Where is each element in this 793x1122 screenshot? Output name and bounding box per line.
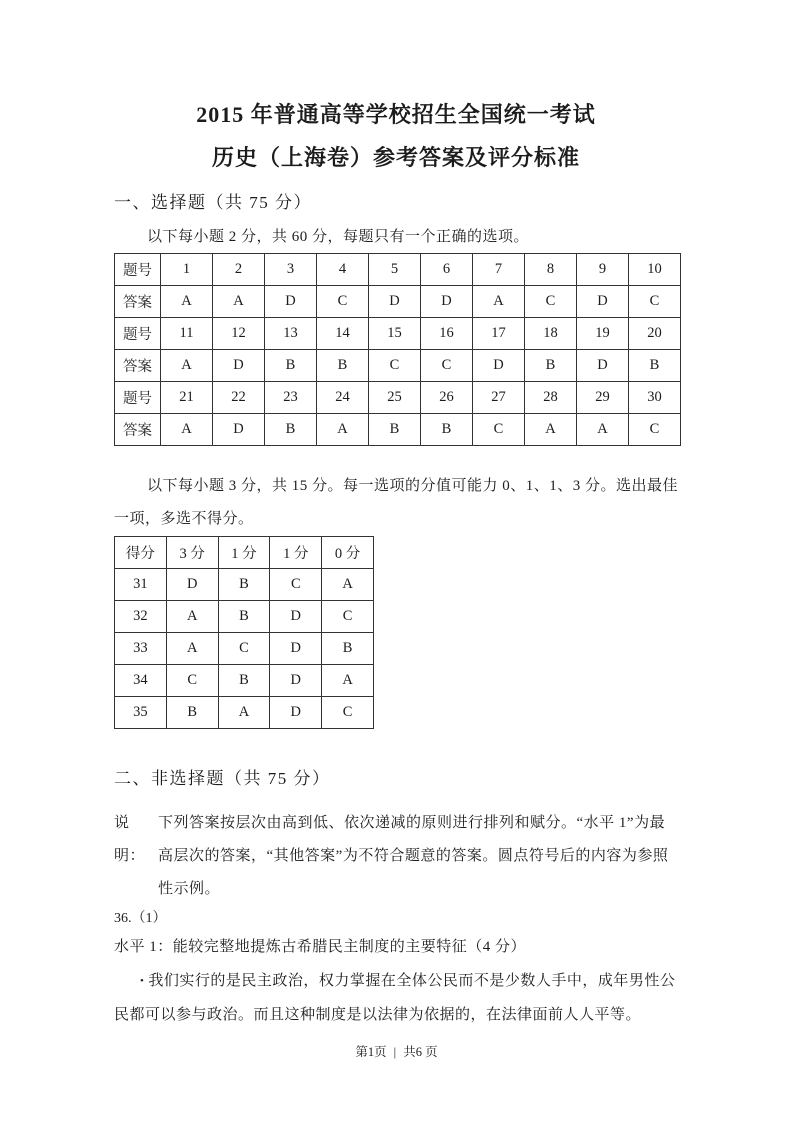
answer-cell: A (161, 286, 213, 318)
table-row (115, 382, 681, 414)
page-footer (0, 1042, 793, 1060)
answer-cell: C (166, 665, 218, 697)
question-number-cell: 17 (473, 318, 525, 350)
row-label-cell: 答案 (115, 350, 161, 382)
answer-cell: D (270, 601, 322, 633)
row-label-cell: 答案 (115, 414, 161, 446)
section2-heading: 二、非选择题（共 75 分） (114, 769, 331, 788)
total-pages: 共6 页 (403, 1045, 438, 1059)
table-row (115, 697, 374, 729)
answer-cell: C (369, 350, 421, 382)
table-row (115, 254, 681, 286)
row-label-cell: 答案 (115, 286, 161, 318)
answer-cell: C (473, 414, 525, 446)
question-number-cell: 1 (161, 254, 213, 286)
answer-cell: A (473, 286, 525, 318)
answer-cell: D (270, 633, 322, 665)
question-number-cell: 11 (161, 318, 213, 350)
table-row (115, 318, 681, 350)
answer-cell: D (577, 350, 629, 382)
sample-answer-text: 我们实行的是民主政治，权力掌握在全体公民而不是少数人手中，成年男性公民都可以参与政治。而且这种制度是以法律为依据的，在法律面前人人平等。 (114, 973, 676, 1023)
question-number-cell: 9 (577, 254, 629, 286)
question-number-cell: 14 (317, 318, 369, 350)
answer-cell: B (166, 697, 218, 729)
section1-intro2: 以下每小题 3 分，共 15 分。每一选项的分值可能力 0、1、1、3 分。选出最佳一项，多选不得分。 (114, 478, 679, 527)
question-number-cell: 33 (115, 633, 167, 665)
document-title-line1: 2015 年普通高等学校招生全国统一考试 (196, 102, 596, 127)
question-number-cell: 31 (115, 569, 167, 601)
question-number-cell: 25 (369, 382, 421, 414)
answer-cell: D (166, 569, 218, 601)
level1-criteria: 水平 1：能较完整地提炼古希腊民主制度的主要特征（4 分） (114, 939, 527, 955)
answer-cell: A (322, 569, 374, 601)
table-row (115, 286, 681, 318)
answer-cell: D (369, 286, 421, 318)
question-number-cell: 23 (265, 382, 317, 414)
answer-cell: B (322, 633, 374, 665)
answer-cell: C (322, 601, 374, 633)
question-number-cell: 21 (161, 382, 213, 414)
answer-cell: D (577, 286, 629, 318)
table-header-row (115, 537, 374, 569)
answer-cell: A (213, 286, 265, 318)
answer-cell: D (421, 286, 473, 318)
answer-cell: A (525, 414, 577, 446)
answer-cell: B (369, 414, 421, 446)
question-36-label: 36.（1） (114, 911, 167, 926)
question-number-cell: 7 (473, 254, 525, 286)
question-number-cell: 18 (525, 318, 577, 350)
answer-cell: A (161, 414, 213, 446)
question-number-cell: 35 (115, 697, 167, 729)
question-number-cell: 10 (629, 254, 681, 286)
answer-cell: B (421, 414, 473, 446)
answer-cell: C (525, 286, 577, 318)
note-label: 说明： (114, 815, 146, 864)
answer-cell: D (270, 697, 322, 729)
table-row (115, 601, 374, 633)
question-number-cell: 12 (213, 318, 265, 350)
answer-cell: B (317, 350, 369, 382)
answers-table-31-35 (114, 536, 374, 729)
question-number-cell: 13 (265, 318, 317, 350)
table-row (115, 414, 681, 446)
answer-cell: A (161, 350, 213, 382)
answer-cell: B (218, 665, 270, 697)
question-number-cell: 34 (115, 665, 167, 697)
answer-cell: C (629, 414, 681, 446)
note-text: 下列答案按层次由高到低、依次递减的原则进行排列和赋分。“水平 1”为最高层次的答案，“其他答案”为不符合题意的答案。圆点符号后的内容为参照性示例。 (158, 815, 669, 897)
column-header-cell: 0 分 (322, 537, 374, 569)
question-number-cell: 32 (115, 601, 167, 633)
question-number-cell: 26 (421, 382, 473, 414)
table-row (115, 350, 681, 382)
answer-cell: B (265, 350, 317, 382)
answer-cell: D (270, 665, 322, 697)
answer-cell: D (213, 350, 265, 382)
answer-cell: A (218, 697, 270, 729)
row-label-cell: 题号 (115, 254, 161, 286)
answer-cell: C (322, 697, 374, 729)
question-number-cell: 27 (473, 382, 525, 414)
answer-cell: A (322, 665, 374, 697)
column-header-cell: 1 分 (270, 537, 322, 569)
question-number-cell: 16 (421, 318, 473, 350)
question-number-cell: 5 (369, 254, 421, 286)
answer-cell: C (218, 633, 270, 665)
answer-cell: A (166, 601, 218, 633)
answer-cell: A (577, 414, 629, 446)
page-number: 第1页 (355, 1045, 387, 1059)
answer-cell: A (166, 633, 218, 665)
section1-intro1: 以下每小题 2 分，共 60 分，每题只有一个正确的选项。 (147, 229, 530, 245)
question-number-cell: 2 (213, 254, 265, 286)
answer-cell: C (629, 286, 681, 318)
answer-cell: A (317, 414, 369, 446)
footer-separator: | (393, 1045, 397, 1059)
answer-cell: C (270, 569, 322, 601)
answer-cell: B (218, 569, 270, 601)
answer-cell: C (421, 350, 473, 382)
answers-table-1-30 (114, 253, 681, 446)
question-number-cell: 29 (577, 382, 629, 414)
answer-cell: D (473, 350, 525, 382)
table-row (115, 633, 374, 665)
question-number-cell: 30 (629, 382, 681, 414)
question-number-cell: 4 (317, 254, 369, 286)
question-number-cell: 19 (577, 318, 629, 350)
grading-note (114, 807, 678, 906)
bullet-icon: • (140, 975, 145, 987)
question-number-cell: 15 (369, 318, 421, 350)
answer-cell: D (265, 286, 317, 318)
column-header-cell: 得分 (115, 537, 167, 569)
question-number-cell: 22 (213, 382, 265, 414)
document-title-line2: 历史（上海卷）参考答案及评分标准 (211, 145, 580, 170)
table-row (115, 665, 374, 697)
column-header-cell: 3 分 (166, 537, 218, 569)
sample-answer (114, 964, 678, 1032)
section1-heading: 一、选择题（共 75 分） (114, 193, 312, 212)
question-number-cell: 8 (525, 254, 577, 286)
row-label-cell: 题号 (115, 382, 161, 414)
answer-cell: B (525, 350, 577, 382)
answer-cell: B (218, 601, 270, 633)
question-number-cell: 24 (317, 382, 369, 414)
question-number-cell: 28 (525, 382, 577, 414)
answer-cell: C (317, 286, 369, 318)
question-number-cell: 3 (265, 254, 317, 286)
question-number-cell: 20 (629, 318, 681, 350)
question-number-cell: 6 (421, 254, 473, 286)
row-label-cell: 题号 (115, 318, 161, 350)
answer-cell: B (265, 414, 317, 446)
table-row (115, 569, 374, 601)
answer-cell: D (213, 414, 265, 446)
answer-cell: B (629, 350, 681, 382)
column-header-cell: 1 分 (218, 537, 270, 569)
